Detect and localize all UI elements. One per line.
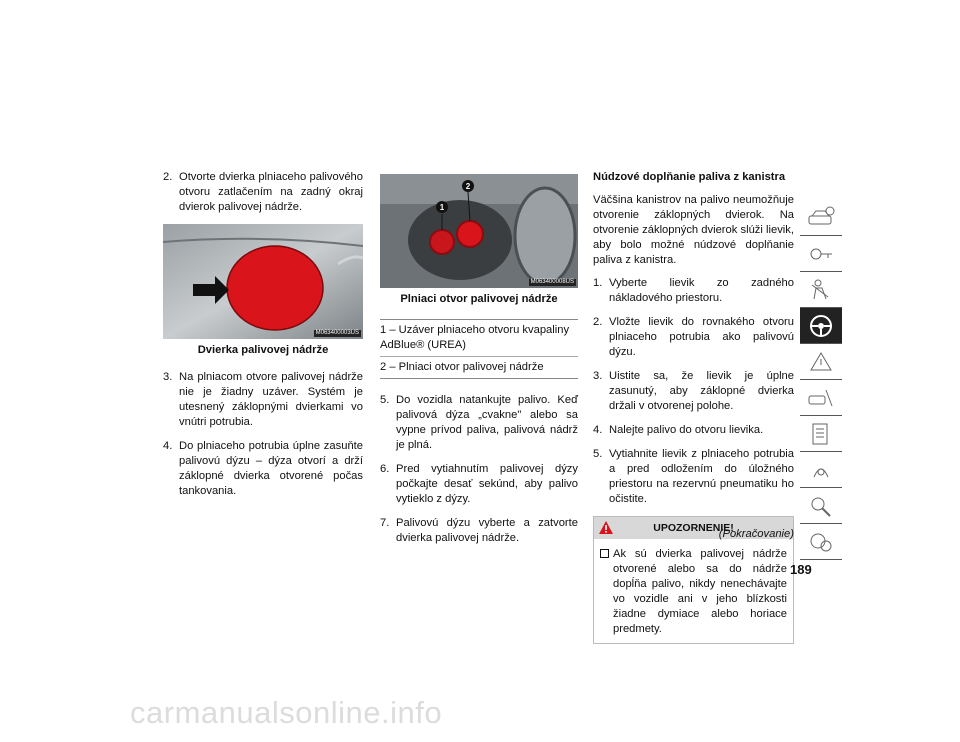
chapter-tab-index[interactable] (800, 488, 842, 524)
chapter-tab-specifications[interactable] (800, 416, 842, 452)
fuel-door-illustration (163, 224, 363, 339)
language-icon (806, 529, 836, 555)
bullet-square-icon (600, 547, 613, 637)
figure-caption-2: Plniaci otvor palivovej nádrže (400, 293, 558, 305)
column-left (163, 170, 363, 508)
legend-item: 1 – Uzáver plniaceho otvoru kvapaliny AdBlue® (UREA) (380, 324, 570, 351)
callout-2: 2 (465, 182, 471, 191)
canister-step-1: 1. Vyberte lievik zo zadného nákladového priestoru. (593, 277, 794, 304)
chapter-tab-key[interactable] (800, 236, 842, 272)
step-4: 4. Do plniaceho potrubia úplne zasuňte palivovú dýzu – dýza otvorí a drží záklopné dvierka otvorené počas tankovania. (163, 440, 363, 497)
watermark: carmanualsonline.info (130, 695, 443, 730)
continued-note: (Pokračovanie) (718, 528, 794, 540)
chapter-tab-multimedia[interactable] (800, 452, 842, 488)
step-6: 6. Pred vytiahnutím palivovej dýzy počkajte desať sekúnd, aby palivo vytieklo z dýzy. (380, 463, 578, 505)
column-middle (380, 174, 578, 555)
key-icon (806, 241, 836, 267)
figure-caption: Dvierka palivovej nádrže (197, 344, 329, 356)
step-7: 7. Palivovú dýzu vyberte a zatvorte dvierka palivovej nádrže. (380, 517, 578, 544)
filler-neck-illustration (380, 174, 578, 288)
step-5: 5. Do vozidla natankujte palivo. Keď palivová dýza „cvakne" alebo sa vypne prívod paliva, palivová nádrž je plná. (380, 394, 578, 451)
chapter-tab-driving[interactable] (800, 308, 842, 344)
multimedia-icon (806, 457, 836, 483)
steering-wheel-icon (806, 313, 836, 339)
chapter-tabs (800, 200, 842, 560)
page-number: 189 (790, 562, 812, 577)
search-icon (806, 493, 836, 519)
figure-fuel-door: M063400003US (163, 224, 363, 339)
canister-step-2: 2. Vložte lievik do rovnakého otvoru plniaceho potrubia ako palivovú dýzu. (593, 316, 794, 358)
canister-step-5: 5. Vytiahnite lievik z plniaceho potrubia a pred odložením do úložného priestoru na rezervnú pneumatiku ho očistite. (593, 448, 794, 505)
figure-filler-neck: 1 2 M063400008US (380, 174, 578, 288)
wrench-icon (806, 385, 836, 411)
chapter-tab-car-info[interactable] (800, 200, 842, 236)
legend-item: 2 – Plniaci otvor palivovej nádrže (380, 356, 578, 378)
section-intro: Väčšina kanistrov na palivo neumožňuje otvorenie záklopných dvierok. Na otvorenie záklopných dvierok slúži lievik, aby bolo možné núdzové doplňanie paliva z kanistra. (593, 194, 794, 266)
chapter-tab-languages[interactable] (800, 524, 842, 560)
warning-text: Ak sú dvierka palivovej nádrže otvorené alebo sa do nádrže dopĺňa palivo, nikdy nenechávajte vo vozidle ani v jeho blízkosti žiadne dymiace alebo horiace predmety. (613, 548, 787, 635)
warning-title: UPOZORNENIE! (653, 522, 734, 534)
chapter-tab-maintenance[interactable] (800, 380, 842, 416)
warning-body (594, 539, 793, 643)
step-3: 3. Na plniacom otvore palivovej nádrže nie je žiadny uzáver. Systém je utesnený záklopnými dvierkami vo vnútri potrubia. (163, 371, 363, 428)
figure-legend (380, 319, 578, 379)
chapter-tab-seat-safety[interactable] (800, 272, 842, 308)
emergency-icon (806, 349, 836, 375)
step-2: 2. Otvorte dvierka plniaceho palivového otvoru zatlačením na zadný okraj dvierok palivovej nádrže. (163, 171, 363, 213)
callout-1: 1 (439, 203, 445, 212)
seatbelt-icon (806, 277, 836, 303)
column-right (593, 170, 794, 644)
car-info-icon (806, 205, 836, 231)
section-heading: Núdzové doplňanie paliva z kanistra (593, 171, 786, 183)
chapter-tab-emergency[interactable] (800, 344, 842, 380)
canister-step-3: 3. Uistite sa, že lievik je úplne zasunutý, aby záklopné dvierka držali v otvorenej polohe. (593, 370, 794, 412)
spec-list-icon (806, 421, 836, 447)
canister-step-4: 4. Nalejte palivo do otvoru lievika. (593, 424, 764, 436)
